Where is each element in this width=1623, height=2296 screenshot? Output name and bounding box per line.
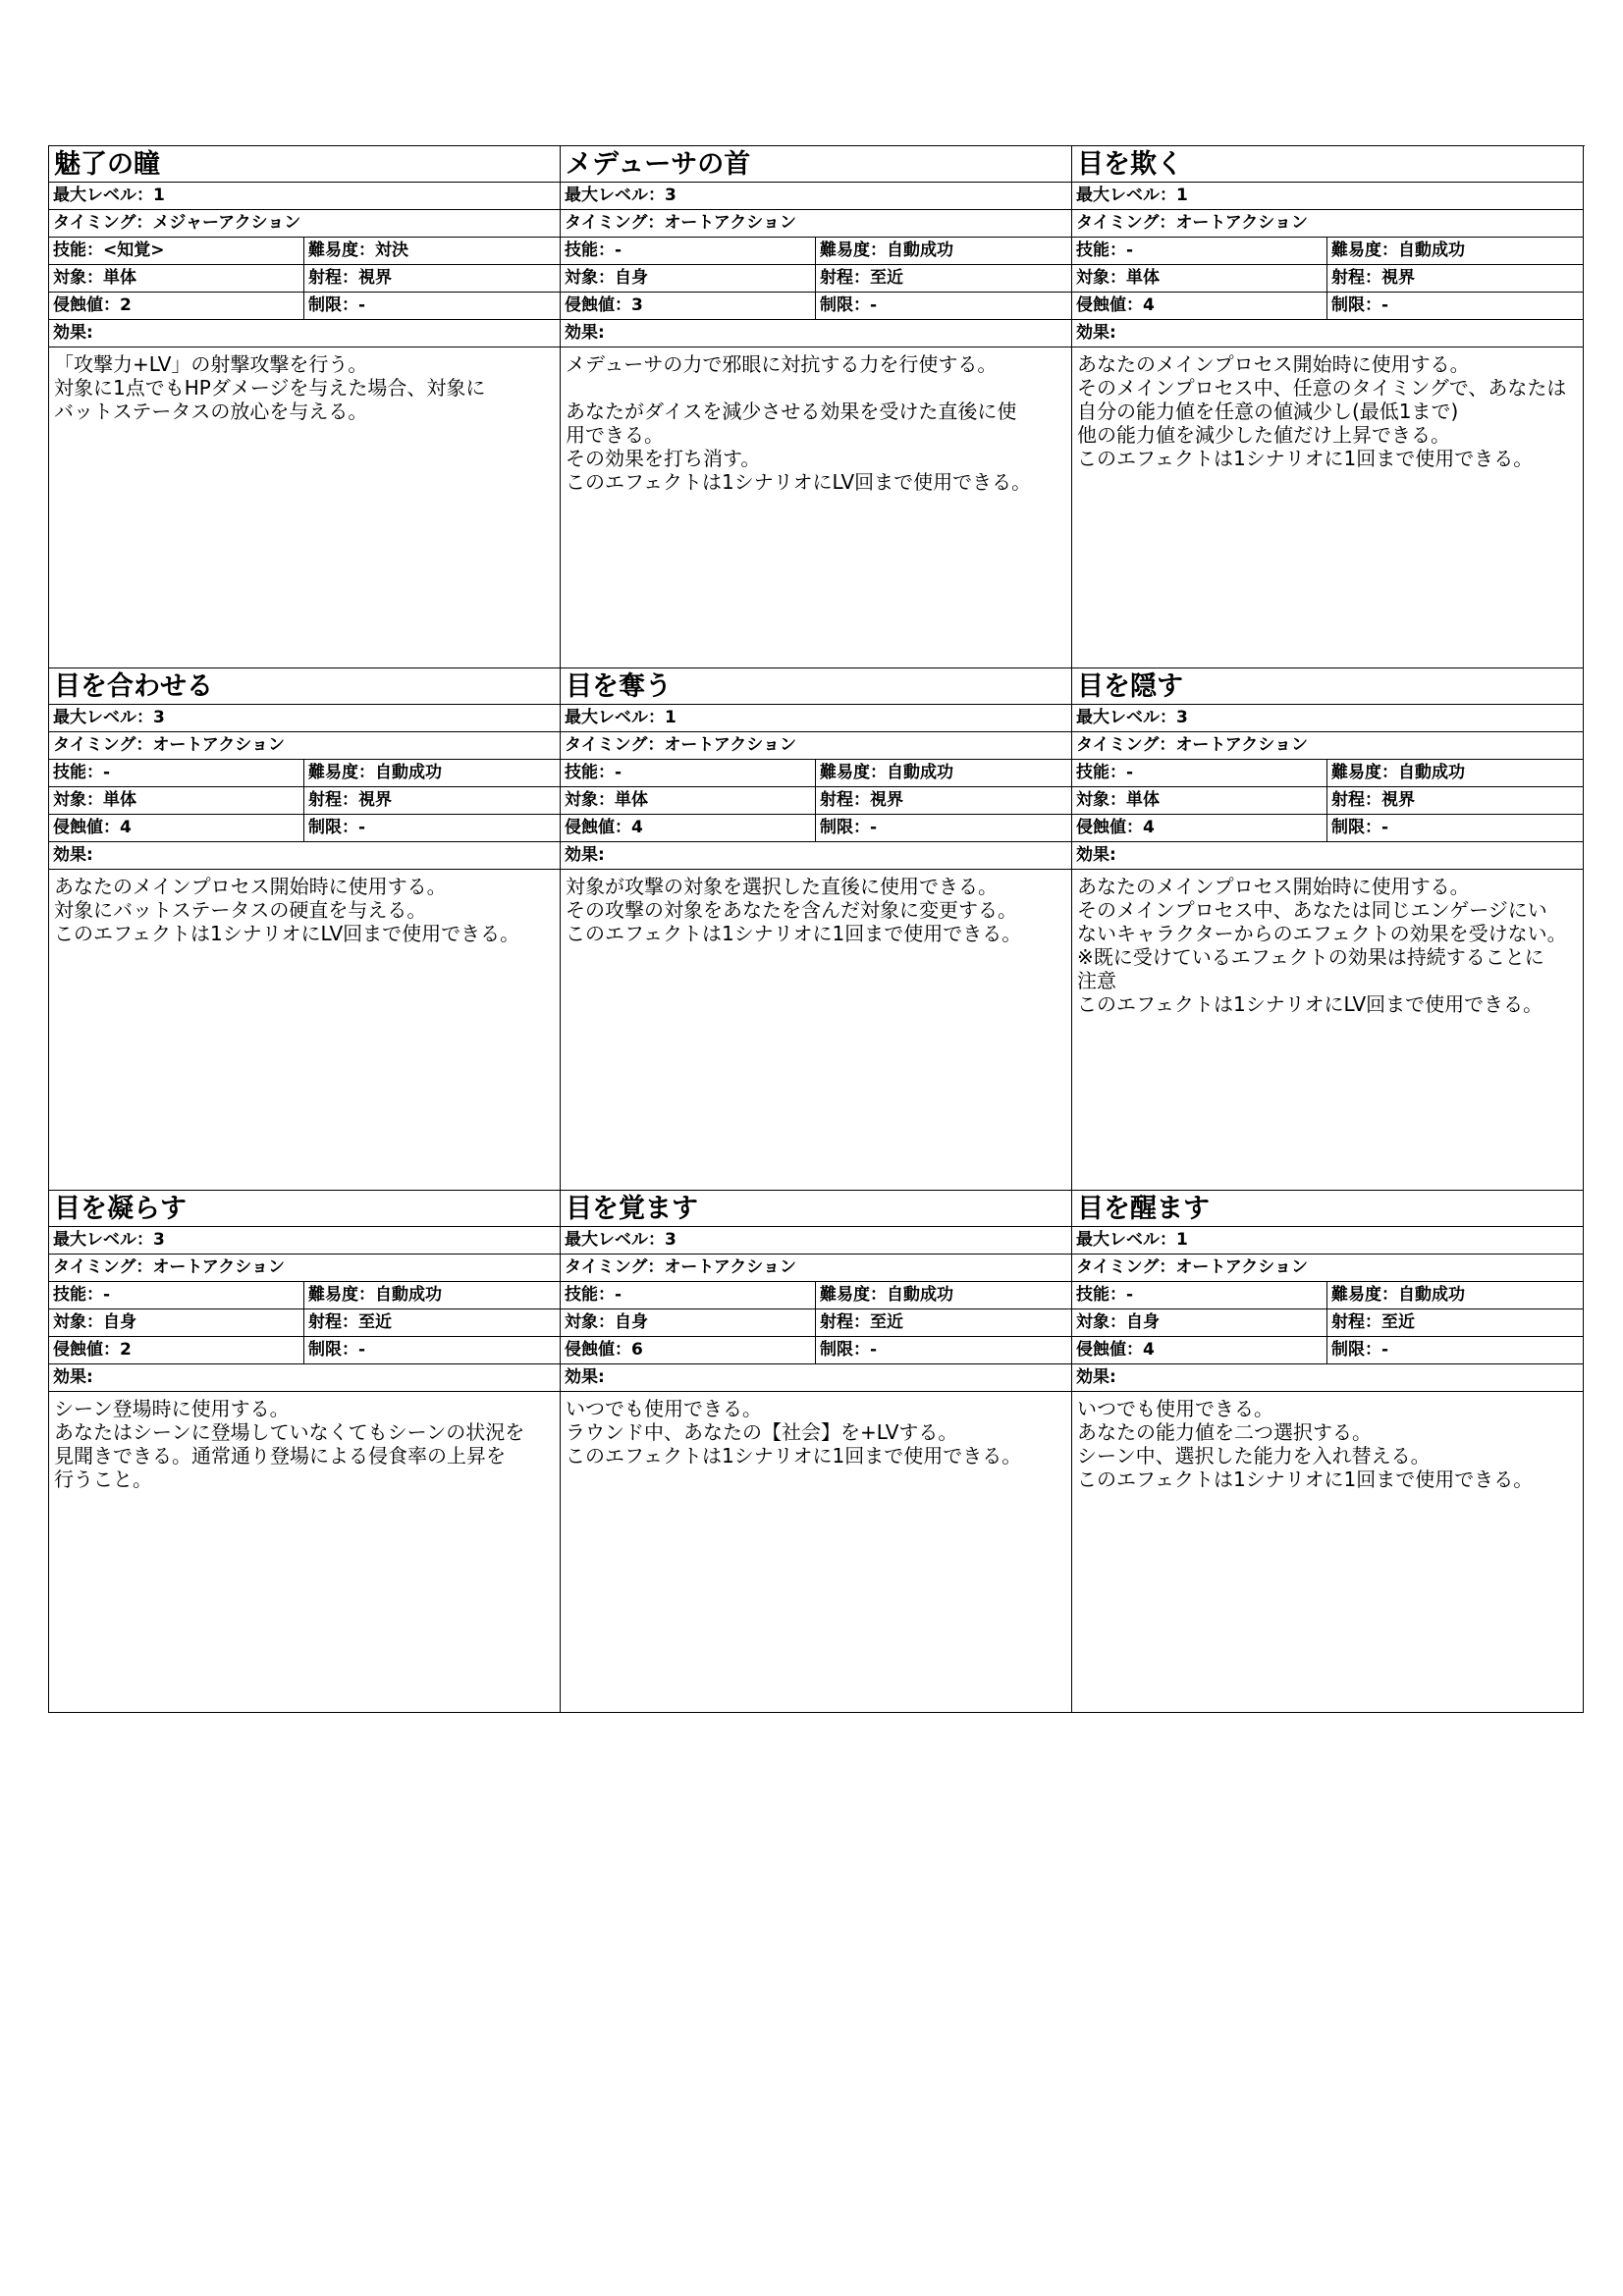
effect-line: いつでも使用できる。 bbox=[1077, 1397, 1273, 1420]
effect-line: 対象にバットステータスの硬直を与える。 bbox=[54, 898, 427, 922]
effect-text bbox=[561, 870, 1071, 1190]
stat-row bbox=[561, 293, 1071, 320]
effect-name: 目を欺く bbox=[1072, 146, 1583, 183]
effect-line: あなたのメインプロセス開始時に使用する。 bbox=[54, 875, 447, 898]
stat-row bbox=[1072, 1309, 1583, 1337]
effect-label: 効果: bbox=[1072, 1364, 1583, 1392]
skill: 技能：- bbox=[561, 760, 816, 786]
timing: タイミング：オートアクション bbox=[1072, 210, 1583, 238]
stat-row bbox=[49, 815, 560, 842]
limit: 制限：- bbox=[820, 1340, 878, 1360]
difficulty: 難易度：自動成功 bbox=[820, 1285, 953, 1305]
effect-line bbox=[566, 376, 1068, 400]
stat-row bbox=[1072, 1282, 1583, 1309]
limit: 制限：- bbox=[1331, 295, 1389, 315]
effect-text bbox=[561, 347, 1071, 667]
stat-row bbox=[561, 238, 1071, 265]
effect-line: 対象が攻撃の対象を選択した直後に使用できる。 bbox=[566, 875, 998, 898]
effect-line: このエフェクトは1シナリオに1回まで使用できる。 bbox=[566, 922, 1022, 945]
target: 対象：単体 bbox=[49, 787, 304, 814]
stat-row bbox=[1072, 815, 1583, 842]
effect-line: 用できる。 bbox=[566, 423, 664, 447]
erosion: 侵蝕値：2 bbox=[49, 1337, 304, 1363]
erosion: 侵蝕値：4 bbox=[1072, 293, 1327, 319]
limit: 制限：- bbox=[308, 1340, 366, 1360]
stat-row bbox=[49, 787, 560, 815]
range: 射程：視界 bbox=[1331, 268, 1415, 288]
stat-row bbox=[561, 815, 1071, 842]
stat-row bbox=[561, 787, 1071, 815]
effect-text bbox=[1072, 347, 1583, 667]
max-level: 最大レベル：3 bbox=[1072, 705, 1583, 732]
effect-line: このエフェクトは1シナリオに1回まで使用できる。 bbox=[1077, 1468, 1534, 1491]
skill: 技能：- bbox=[1072, 760, 1327, 786]
erosion: 侵蝕値：4 bbox=[561, 815, 816, 841]
effect-text bbox=[49, 1392, 560, 1712]
limit: 制限：- bbox=[820, 818, 878, 837]
limit: 制限：- bbox=[1331, 818, 1389, 837]
stat-row bbox=[561, 265, 1071, 293]
limit: 制限：- bbox=[308, 295, 366, 315]
target: 対象：自身 bbox=[561, 1309, 816, 1336]
effect-line: シーン中、選択した能力を入れ替える。 bbox=[1077, 1444, 1431, 1468]
stat-row bbox=[1072, 238, 1583, 265]
stat-row bbox=[1072, 787, 1583, 815]
effect-label: 効果: bbox=[49, 320, 560, 347]
timing: タイミング：オートアクション bbox=[49, 1255, 560, 1282]
difficulty: 難易度：自動成功 bbox=[820, 240, 953, 260]
stat-row bbox=[561, 1309, 1071, 1337]
effect-line: あなたはシーンに登場していなくてもシーンの状況を bbox=[54, 1420, 525, 1444]
effect-line: 自分の能力値を任意の値減少し(最低1まで) bbox=[1077, 400, 1459, 423]
effect-name: 目を合わせる bbox=[49, 668, 560, 705]
effect-line: 見聞きできる。通常通り登場による侵食率の上昇を bbox=[54, 1444, 506, 1468]
effect-card bbox=[1072, 668, 1584, 1191]
limit: 制限：- bbox=[1331, 1340, 1389, 1360]
max-level: 最大レベル：3 bbox=[49, 1227, 560, 1255]
effect-line: 行うこと。 bbox=[54, 1468, 152, 1491]
effect-label: 効果: bbox=[1072, 842, 1583, 870]
effect-card bbox=[1072, 146, 1584, 668]
effect-line: メデューサの力で邪眼に対抗する力を行使する。 bbox=[566, 352, 998, 376]
stat-row bbox=[49, 760, 560, 787]
skill: 技能：- bbox=[49, 760, 304, 786]
timing: タイミング：オートアクション bbox=[1072, 732, 1583, 760]
limit: 制限：- bbox=[308, 818, 366, 837]
card-row bbox=[49, 668, 1585, 1191]
effect-label: 効果: bbox=[49, 1364, 560, 1392]
effect-text bbox=[561, 1392, 1071, 1712]
difficulty: 難易度：対決 bbox=[308, 240, 408, 260]
erosion: 侵蝕値：4 bbox=[1072, 815, 1327, 841]
difficulty: 難易度：自動成功 bbox=[1331, 240, 1465, 260]
timing: タイミング：オートアクション bbox=[49, 732, 560, 760]
effect-card bbox=[561, 668, 1072, 1191]
target: 対象：自身 bbox=[49, 1309, 304, 1336]
effect-line: あなたの能力値を二つ選択する。 bbox=[1077, 1420, 1372, 1444]
effect-name: メデューサの首 bbox=[561, 146, 1071, 183]
stat-row bbox=[49, 1282, 560, 1309]
target: 対象：単体 bbox=[561, 787, 816, 814]
effect-line: 他の能力値を減少した値だけ上昇できる。 bbox=[1077, 423, 1450, 447]
effect-card bbox=[49, 1191, 561, 1713]
stat-row bbox=[49, 1309, 560, 1337]
effect-line: このエフェクトは1シナリオにLV回まで使用できる。 bbox=[54, 922, 520, 945]
effect-line: 対象に1点でもHPダメージを与えた場合、対象に bbox=[54, 376, 486, 400]
stat-row bbox=[49, 265, 560, 293]
effect-line: このエフェクトは1シナリオに1回まで使用できる。 bbox=[566, 1444, 1022, 1468]
range: 射程：視界 bbox=[1331, 790, 1415, 810]
erosion: 侵蝕値：6 bbox=[561, 1337, 816, 1363]
effect-line: そのメインプロセス中、あなたは同じエンゲージにい bbox=[1077, 898, 1547, 922]
range: 射程：至近 bbox=[820, 268, 903, 288]
effect-text bbox=[1072, 1392, 1583, 1712]
stat-row bbox=[49, 1337, 560, 1364]
effect-card bbox=[49, 668, 561, 1191]
timing: タイミング：オートアクション bbox=[561, 1255, 1071, 1282]
erosion: 侵蝕値：4 bbox=[49, 815, 304, 841]
skill: 技能：- bbox=[561, 238, 816, 264]
card-row bbox=[49, 1191, 1585, 1713]
max-level: 最大レベル：1 bbox=[1072, 1227, 1583, 1255]
stat-row bbox=[1072, 760, 1583, 787]
max-level: 最大レベル：3 bbox=[561, 183, 1071, 210]
range: 射程：至近 bbox=[820, 1312, 903, 1332]
effect-text bbox=[49, 347, 560, 667]
card-row bbox=[49, 146, 1585, 668]
skill: 技能：<知覚> bbox=[49, 238, 304, 264]
effect-text bbox=[49, 870, 560, 1190]
effect-label: 効果: bbox=[1072, 320, 1583, 347]
effect-label: 効果: bbox=[49, 842, 560, 870]
effect-label: 効果: bbox=[561, 1364, 1071, 1392]
target: 対象：自身 bbox=[1072, 1309, 1327, 1336]
stat-row bbox=[49, 238, 560, 265]
stat-row bbox=[1072, 265, 1583, 293]
erosion: 侵蝕値：4 bbox=[1072, 1337, 1327, 1363]
effect-line: このエフェクトは1シナリオにLV回まで使用できる。 bbox=[566, 470, 1032, 494]
effect-line: そのメインプロセス中、任意のタイミングで、あなたは bbox=[1077, 376, 1567, 400]
max-level: 最大レベル：3 bbox=[561, 1227, 1071, 1255]
effect-line: ラウンド中、あなたの【社会】を+LVする。 bbox=[566, 1420, 958, 1444]
effect-card bbox=[49, 146, 561, 668]
effect-card bbox=[561, 146, 1072, 668]
effect-line: このエフェクトは1シナリオに1回まで使用できる。 bbox=[1077, 447, 1534, 470]
stat-row bbox=[1072, 293, 1583, 320]
range: 射程：視界 bbox=[308, 790, 392, 810]
target: 対象：単体 bbox=[1072, 787, 1327, 814]
effect-line: 注意 bbox=[1077, 969, 1116, 992]
difficulty: 難易度：自動成功 bbox=[308, 1285, 442, 1305]
max-level: 最大レベル：1 bbox=[49, 183, 560, 210]
timing: タイミング：メジャーアクション bbox=[49, 210, 560, 238]
skill: 技能：- bbox=[1072, 238, 1327, 264]
effect-name: 目を覚ます bbox=[561, 1191, 1071, 1227]
effect-line: 「攻撃力+LV」の射撃攻撃を行う。 bbox=[54, 352, 368, 376]
effect-line: その効果を打ち消す。 bbox=[566, 447, 761, 470]
max-level: 最大レベル：3 bbox=[49, 705, 560, 732]
effect-card-sheet bbox=[48, 145, 1585, 1713]
effect-line: シーン登場時に使用する。 bbox=[54, 1397, 290, 1420]
max-level: 最大レベル：1 bbox=[561, 705, 1071, 732]
effect-name: 目を隠す bbox=[1072, 668, 1583, 705]
skill: 技能：- bbox=[561, 1282, 816, 1308]
effect-line: あなたのメインプロセス開始時に使用する。 bbox=[1077, 352, 1470, 376]
effect-label: 効果: bbox=[561, 320, 1071, 347]
effect-line: このエフェクトは1シナリオにLV回まで使用できる。 bbox=[1077, 992, 1543, 1016]
range: 射程：視界 bbox=[308, 268, 392, 288]
range: 射程：至近 bbox=[308, 1312, 392, 1332]
effect-name: 目を醒ます bbox=[1072, 1191, 1583, 1227]
effect-label: 効果: bbox=[561, 842, 1071, 870]
difficulty: 難易度：自動成功 bbox=[308, 763, 442, 782]
timing: タイミング：オートアクション bbox=[561, 210, 1071, 238]
skill: 技能：- bbox=[1072, 1282, 1327, 1308]
erosion: 侵蝕値：3 bbox=[561, 293, 816, 319]
target: 対象：自身 bbox=[561, 265, 816, 292]
difficulty: 難易度：自動成功 bbox=[820, 763, 953, 782]
range: 射程：視界 bbox=[820, 790, 903, 810]
effect-line: その攻撃の対象をあなたを含んだ対象に変更する。 bbox=[566, 898, 1017, 922]
effect-line: バットステータスの放心を与える。 bbox=[54, 400, 368, 423]
stat-row bbox=[561, 1282, 1071, 1309]
stat-row bbox=[561, 1337, 1071, 1364]
timing: タイミング：オートアクション bbox=[1072, 1255, 1583, 1282]
max-level: 最大レベル：1 bbox=[1072, 183, 1583, 210]
effect-text bbox=[1072, 870, 1583, 1190]
target: 対象：単体 bbox=[49, 265, 304, 292]
difficulty: 難易度：自動成功 bbox=[1331, 763, 1465, 782]
effect-card bbox=[561, 1191, 1072, 1713]
difficulty: 難易度：自動成功 bbox=[1331, 1285, 1465, 1305]
effect-line: ※既に受けているエフェクトの効果は持続することに bbox=[1077, 945, 1544, 969]
effect-name: 目を凝らす bbox=[49, 1191, 560, 1227]
stat-row bbox=[561, 760, 1071, 787]
effect-line: あなたがダイスを減少させる効果を受けた直後に使 bbox=[566, 400, 1017, 423]
target: 対象：単体 bbox=[1072, 265, 1327, 292]
effect-card bbox=[1072, 1191, 1584, 1713]
effect-line: いつでも使用できる。 bbox=[566, 1397, 762, 1420]
stat-row bbox=[1072, 1337, 1583, 1364]
timing: タイミング：オートアクション bbox=[561, 732, 1071, 760]
stat-row bbox=[49, 293, 560, 320]
effect-name: 目を奪う bbox=[561, 668, 1071, 705]
effect-name: 魅了の瞳 bbox=[49, 146, 560, 183]
effect-line: あなたのメインプロセス開始時に使用する。 bbox=[1077, 875, 1470, 898]
limit: 制限：- bbox=[820, 295, 878, 315]
skill: 技能：- bbox=[49, 1282, 304, 1308]
effect-line: ないキャラクターからのエフェクトの効果を受けない。 bbox=[1077, 922, 1567, 945]
erosion: 侵蝕値：2 bbox=[49, 293, 304, 319]
range: 射程：至近 bbox=[1331, 1312, 1415, 1332]
